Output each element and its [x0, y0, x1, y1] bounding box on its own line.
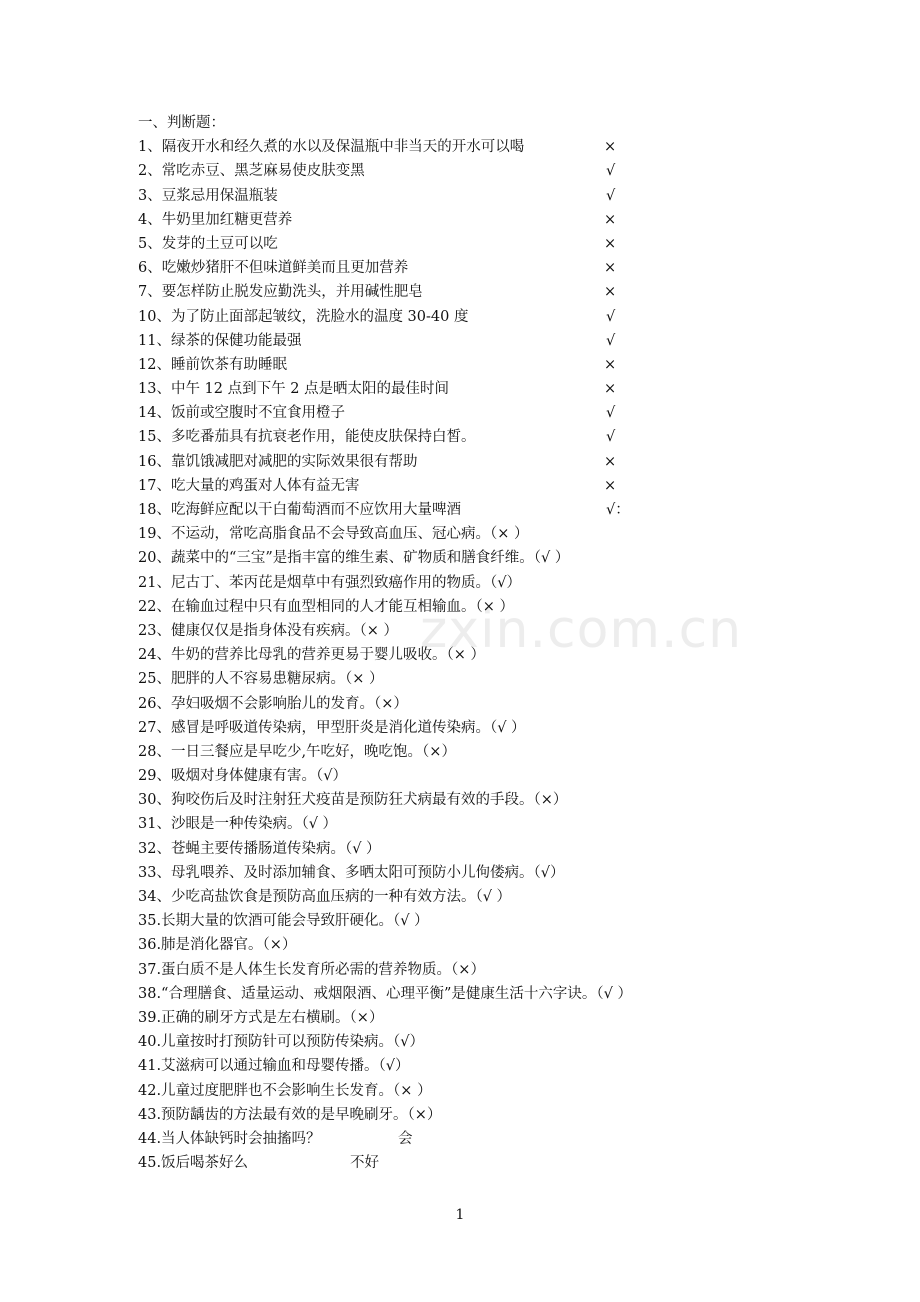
question-line [138, 184, 878, 208]
question-line [138, 159, 878, 183]
question-line: 42.儿童过度肥胖也不会影响生长发育。（× ） [138, 1082, 432, 1099]
answer-mark: × [604, 235, 617, 252]
question-line: 19、不运动，常吃高脂食品不会导致高血压、冠心病。（× ） [138, 526, 529, 543]
question-line [138, 377, 878, 401]
answer-text: 会 [398, 1130, 413, 1147]
question-line [138, 305, 878, 329]
question-line: 34、少吃高盐饮食是预防高血压病的一种有效方法。（√ ） [138, 889, 512, 905]
question-text: 12、睡前饮茶有助睡眠 [138, 356, 287, 373]
question-line: 32、苍蝇主要传播肠道传染病。（√ ） [138, 840, 381, 857]
answer-mark: × [604, 477, 617, 494]
question-line [138, 1127, 878, 1151]
question-text: 7、要怎样防止脱发应勤洗头，并用碱性肥皂 [138, 284, 423, 301]
question-line [138, 498, 878, 522]
question-line: 22、在输血过程中只有血型相同的人才能互相输血。（× ） [138, 598, 514, 615]
question-line: 30、狗咬伤后及时注射狂犬疫苗是预防狂犬病最有效的手段。（×） [138, 792, 568, 809]
question-line: 41.艾滋病可以通过输血和母婴传播。（√） [138, 1058, 410, 1075]
answer-mark: × [604, 211, 617, 228]
question-line: 20、蔬菜中的“三宝”是指丰富的维生素、矿物质和膳食纤维。（√ ） [138, 550, 570, 567]
question-text: 5、发芽的土豆可以吃 [138, 235, 278, 252]
answer-mark: × [604, 381, 617, 398]
question-line: 40.儿童按时打预防针可以预防传染病。（√） [138, 1034, 425, 1051]
question-line: 31、沙眼是一种传染病。（√ ） [138, 816, 338, 833]
answer-mark: × [604, 284, 617, 301]
question-line: 24、牛奶的营养比母乳的营养更易于婴儿吸收。（× ） [138, 647, 485, 664]
question-text: 4、牛奶里加红糖更营养 [138, 211, 293, 228]
question-line [138, 1151, 878, 1175]
question-line [138, 280, 878, 304]
question-text: 2、常吃赤豆、黑芝麻易使皮肤变黑 [138, 163, 365, 180]
answer-mark: × [604, 453, 617, 470]
question-line: 38.“合理膳食、适量运动、戒烟限酒、心理平衡”是健康生活十六字诀。（√ ） [138, 985, 632, 1002]
question-line [138, 232, 878, 256]
question-line [138, 474, 878, 498]
question-text: 3、豆浆忌用保温瓶装 [138, 187, 278, 204]
question-list [138, 111, 878, 1175]
question-line [138, 135, 878, 159]
question-line: 43.预防龋齿的方法最有效的是早晚刷牙。（×） [138, 1106, 442, 1123]
question-text: 14、饭前或空腹时不宜食用橙子 [138, 405, 345, 422]
page-number: 1 [455, 1207, 465, 1223]
question-text: 16、靠饥饿减肥对减肥的实际效果很有帮助 [138, 453, 418, 470]
answer-mark: √ [606, 187, 616, 204]
question-line [138, 353, 878, 377]
question-text: 18、吃海鲜应配以干白葡萄酒而不应饮用大量啤酒 [138, 502, 461, 518]
question-line [138, 329, 878, 353]
question-line: 39.正确的刷牙方式是左右横刷。（×） [138, 1009, 384, 1026]
watermark: zxin.com.cn [420, 600, 743, 660]
question-line [138, 256, 878, 280]
question-line: 37.蛋白质不是人体生长发育所必需的营养物质。（×） [138, 961, 485, 978]
question-line [138, 450, 878, 474]
question-line: 33、母乳喂养、及时添加辅食、多晒太阳可预防小儿佝偻病。（√） [138, 864, 565, 881]
section-heading: 一、判断题： [138, 115, 225, 131]
question-text: 13、中午 12 点到下午 2 点是晒太阳的最佳时间 [138, 381, 450, 398]
question-text: 6、吃嫩炒猪肝不但味道鲜美而且更加营养 [138, 260, 409, 277]
question-text: 1、隔夜开水和经久煮的水以及保温瓶中非当天的开水可以喝 [138, 139, 525, 156]
question-text: 44.当人体缺钙时会抽搐吗？ [138, 1130, 321, 1147]
question-line: 27、感冒是呼吸道传染病，甲型肝炎是消化道传染病。（√ ） [138, 719, 526, 736]
question-text: 11、绿茶的保健功能最强 [138, 332, 302, 349]
answer-mark: √ [606, 429, 616, 446]
question-line [138, 208, 878, 232]
question-line: 25、肥胖的人不容易患糖尿病。（× ） [138, 671, 384, 688]
question-line: 29、吸烟对身体健康有害。（√） [138, 768, 347, 785]
question-line [138, 401, 878, 425]
answer-mark: √ [606, 308, 616, 325]
answer-mark: √ [606, 332, 616, 349]
question-line: 26、孕妇吸烟不会影响胎儿的发育。（×） [138, 695, 408, 712]
answer-mark: √ [606, 163, 616, 180]
question-text: 17、吃大量的鸡蛋对人体有益无害 [138, 477, 360, 494]
question-text: 15、多吃番茄具有抗衰老作用，能使皮肤保持白皙。 [138, 429, 476, 446]
answer-mark: √ [606, 405, 616, 422]
question-line: 23、健康仅仅是指身体没有疾病。（× ） [138, 622, 398, 639]
answer-mark: × [604, 260, 617, 277]
answer-mark: √： [606, 502, 630, 518]
question-line: 36.肺是消化器官。（×） [138, 937, 297, 954]
question-text: 10、为了防止面部起皱纹，洗脸水的温度 30-40 度 [138, 308, 469, 325]
question-line: 21、尼古丁、苯丙芘是烟草中有强烈致癌作用的物质。（√） [138, 574, 521, 591]
answer-mark: × [604, 356, 617, 373]
answer-text: 不好 [350, 1155, 379, 1172]
question-line: 35.长期大量的饮酒可能会导致肝硬化。（√ ） [138, 913, 429, 930]
question-text: 45.饭后喝茶好么 [138, 1155, 249, 1172]
answer-mark: × [604, 139, 617, 156]
question-line [138, 425, 878, 449]
question-line: 28、一日三餐应是早吃少,午吃好，晚吃饱。（×） [138, 743, 456, 760]
